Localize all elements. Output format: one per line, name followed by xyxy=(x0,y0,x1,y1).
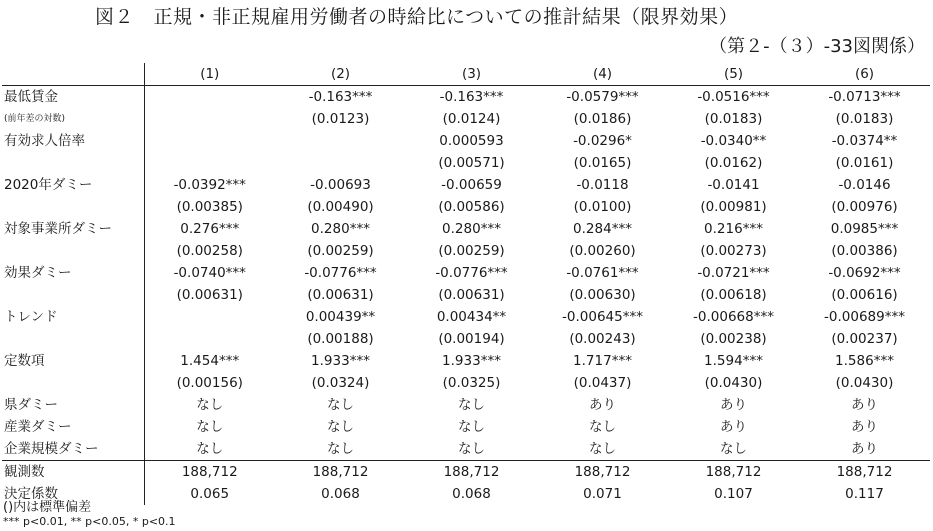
row-label xyxy=(2,240,144,262)
table-row xyxy=(2,86,930,109)
table-subtitle: （第２-（３）-33図関係） xyxy=(709,36,925,57)
row-label: 2020年ダミー xyxy=(2,174,144,196)
table-cell: なし xyxy=(327,441,354,457)
table-cell: 1.717*** xyxy=(573,353,632,369)
table-row xyxy=(2,262,930,284)
table-row xyxy=(2,196,930,218)
table-cell: あり xyxy=(851,397,878,413)
column-header: (4) xyxy=(537,63,668,86)
significance-note: *** p<0.01, ** p<0.05, * p<0.1 xyxy=(3,515,176,528)
table-cell: (0.00258) xyxy=(176,243,243,259)
table-cell: 0.117 xyxy=(845,486,884,502)
column-header: (3) xyxy=(406,63,537,86)
table-cell: (0.00385) xyxy=(176,199,243,215)
table-cell: (0.00631) xyxy=(307,287,374,303)
table-cell: (0.00571) xyxy=(438,155,505,171)
row-label: 産業ダミー xyxy=(2,416,144,438)
header-row xyxy=(2,63,930,86)
table-cell: 188,712 xyxy=(537,461,668,484)
table-cell: (0.0430) xyxy=(704,375,763,391)
table-cell: 188,712 xyxy=(275,461,406,484)
column-header: (5) xyxy=(668,63,799,86)
row-label: 県ダミー xyxy=(2,394,144,416)
table-cell: 0.068 xyxy=(452,486,491,502)
table-cell: -0.0146 xyxy=(838,177,891,193)
column-header: (6) xyxy=(799,63,930,86)
row-label: 有効求人倍率 xyxy=(2,130,144,152)
table-cell: (0.00981) xyxy=(700,199,767,215)
table-cell: -0.163*** xyxy=(308,89,373,105)
row-label: 対象事業所ダミー xyxy=(2,218,144,240)
table-cell: -0.00645*** xyxy=(562,309,643,325)
table-cell: (0.00386) xyxy=(831,243,898,259)
table-cell: -0.0118 xyxy=(576,177,629,193)
table-cell: (0.00630) xyxy=(569,287,636,303)
table-cell xyxy=(144,328,275,350)
table-cell: -0.00659 xyxy=(441,177,502,193)
table-cell: 1.933*** xyxy=(311,353,370,369)
table-cell: 188,712 xyxy=(799,461,930,484)
table-cell: 0.065 xyxy=(190,486,230,502)
table-cell: -0.0776*** xyxy=(435,265,508,281)
table-row xyxy=(2,438,930,461)
table-row xyxy=(2,416,930,438)
table-cell: -0.0340** xyxy=(700,133,767,149)
table-cell: あり xyxy=(851,441,878,457)
table-cell: 0.068 xyxy=(321,486,360,502)
table-row xyxy=(2,328,930,350)
table-cell: なし xyxy=(458,441,485,457)
row-label: 最低賃金 xyxy=(2,86,144,109)
table-cell xyxy=(275,130,406,152)
header-label-cell xyxy=(2,63,144,86)
table-cell: 0.280*** xyxy=(442,221,501,237)
column-header: (1) xyxy=(144,63,275,86)
table-row xyxy=(2,130,930,152)
table-row xyxy=(2,461,930,484)
table-cell: -0.00689*** xyxy=(824,309,905,325)
table-cell: -0.0721*** xyxy=(697,265,770,281)
se-note: ()内は標準偏差 xyxy=(3,500,92,515)
table-cell: (0.0123) xyxy=(311,111,370,127)
table-cell: (0.0183) xyxy=(835,111,894,127)
table-cell: なし xyxy=(196,397,224,413)
table-cell: -0.0761*** xyxy=(566,265,639,281)
table-cell xyxy=(144,108,275,130)
table-cell: -0.0392*** xyxy=(173,177,246,193)
table-cell xyxy=(144,86,275,109)
table-row xyxy=(2,240,930,262)
table-cell: 0.0985*** xyxy=(830,221,899,237)
table-cell: あり xyxy=(720,419,747,435)
table-cell: (0.0186) xyxy=(573,111,632,127)
table-cell: あり xyxy=(851,419,878,435)
table-row xyxy=(2,394,930,416)
table-cell: -0.0692*** xyxy=(828,265,901,281)
table-cell xyxy=(144,152,275,174)
table-cell: 188,712 xyxy=(406,461,537,484)
table-cell: 0.00439** xyxy=(305,309,376,325)
table-cell: (0.00243) xyxy=(569,331,636,347)
table-cell: (0.00194) xyxy=(438,331,505,347)
row-label xyxy=(2,196,144,218)
table-cell: 1.454*** xyxy=(180,353,240,369)
table-cell: (0.00259) xyxy=(438,243,505,259)
row-label: 効果ダミー xyxy=(2,262,144,284)
table-cell: (0.0183) xyxy=(704,111,763,127)
row-label: トレンド xyxy=(2,306,144,328)
table-cell: -0.163*** xyxy=(439,89,504,105)
row-label: 決定係数 xyxy=(2,483,144,505)
table-cell: なし xyxy=(327,397,354,413)
table-cell: なし xyxy=(327,419,354,435)
table-cell xyxy=(144,306,275,328)
table-cell: (0.00976) xyxy=(831,199,898,215)
table-cell: (0.00616) xyxy=(831,287,898,303)
table-cell: (0.00618) xyxy=(700,287,767,303)
table-cell: なし xyxy=(196,419,224,435)
table-row xyxy=(2,483,930,505)
table-cell: 0.000593 xyxy=(439,133,504,149)
table-cell: なし xyxy=(458,419,485,435)
table-cell: 0.284*** xyxy=(573,221,632,237)
table-cell: 1.933*** xyxy=(442,353,501,369)
table-cell: (0.0165) xyxy=(573,155,632,171)
row-label: 定数項 xyxy=(2,350,144,372)
table-cell: 0.071 xyxy=(583,486,622,502)
column-header: (2) xyxy=(275,63,406,86)
table-cell: (0.00188) xyxy=(307,331,374,347)
table-cell: -0.0713*** xyxy=(828,89,901,105)
table-cell: 1.594*** xyxy=(704,353,763,369)
table-cell: あり xyxy=(589,397,616,413)
table-cell: なし xyxy=(720,441,747,457)
table-cell: (0.0162) xyxy=(704,155,763,171)
row-label xyxy=(2,328,144,350)
table-cell: -0.00668*** xyxy=(693,309,774,325)
row-label xyxy=(2,284,144,306)
table-cell xyxy=(275,152,406,174)
row-label: 企業規模ダミー xyxy=(2,438,144,461)
table-cell: 188,712 xyxy=(668,461,799,484)
regression-table xyxy=(2,63,930,505)
table-cell: -0.0141 xyxy=(707,177,760,193)
table-cell: (0.0124) xyxy=(442,111,501,127)
table-cell: 0.216*** xyxy=(704,221,763,237)
table-row xyxy=(2,152,930,174)
table-row xyxy=(2,218,930,240)
table-cell: (0.00631) xyxy=(176,287,243,303)
row-label: (前年差の対数) xyxy=(2,108,144,130)
table-cell: -0.00693 xyxy=(310,177,371,193)
table-cell: (0.00259) xyxy=(307,243,374,259)
table-cell: (0.0430) xyxy=(835,375,894,391)
table-cell: なし xyxy=(589,441,616,457)
table-body xyxy=(2,86,930,506)
table-row xyxy=(2,372,930,394)
table-cell: -0.0296* xyxy=(573,133,632,149)
row-label xyxy=(2,152,144,174)
table-row xyxy=(2,350,930,372)
table-cell: (0.00631) xyxy=(438,287,505,303)
table-cell: (0.0437) xyxy=(573,375,632,391)
table-title: 図２ 正規・非正規雇用労働者の時給比についての推計結果（限界効果） xyxy=(95,6,739,28)
table-cell: (0.00586) xyxy=(438,199,505,215)
table-cell: 0.00434** xyxy=(436,309,507,325)
table-row xyxy=(2,174,930,196)
table-cell: 0.107 xyxy=(714,486,753,502)
table-cell: なし xyxy=(589,419,616,435)
table-cell: 188,712 xyxy=(144,461,275,484)
table-cell: -0.0374** xyxy=(831,133,898,149)
table-cell: 1.586*** xyxy=(835,353,894,369)
table-cell: あり xyxy=(720,397,747,413)
table-cell: -0.0740*** xyxy=(173,265,246,281)
table-cell: (0.0161) xyxy=(835,155,894,171)
row-label: 観測数 xyxy=(2,461,144,484)
table-cell xyxy=(144,130,275,152)
table-cell: 0.276*** xyxy=(180,221,240,237)
table-row xyxy=(2,306,930,328)
table-cell: (0.00237) xyxy=(831,331,898,347)
table-cell: (0.00238) xyxy=(700,331,767,347)
table-cell: -0.0579*** xyxy=(566,89,639,105)
table-row xyxy=(2,108,930,130)
table-cell: なし xyxy=(458,397,485,413)
table-cell: -0.0776*** xyxy=(304,265,377,281)
table-cell: 0.280*** xyxy=(311,221,370,237)
table-cell: (0.0100) xyxy=(573,199,632,215)
table-cell: (0.0324) xyxy=(311,375,370,391)
table-cell: -0.0516*** xyxy=(697,89,770,105)
row-label xyxy=(2,372,144,394)
table-cell: (0.00260) xyxy=(569,243,636,259)
table-cell: (0.00273) xyxy=(700,243,767,259)
table-row xyxy=(2,284,930,306)
table-cell: (0.00490) xyxy=(307,199,374,215)
table-cell: なし xyxy=(196,441,224,457)
table-cell: (0.00156) xyxy=(176,375,243,391)
table-cell: (0.0325) xyxy=(442,375,501,391)
